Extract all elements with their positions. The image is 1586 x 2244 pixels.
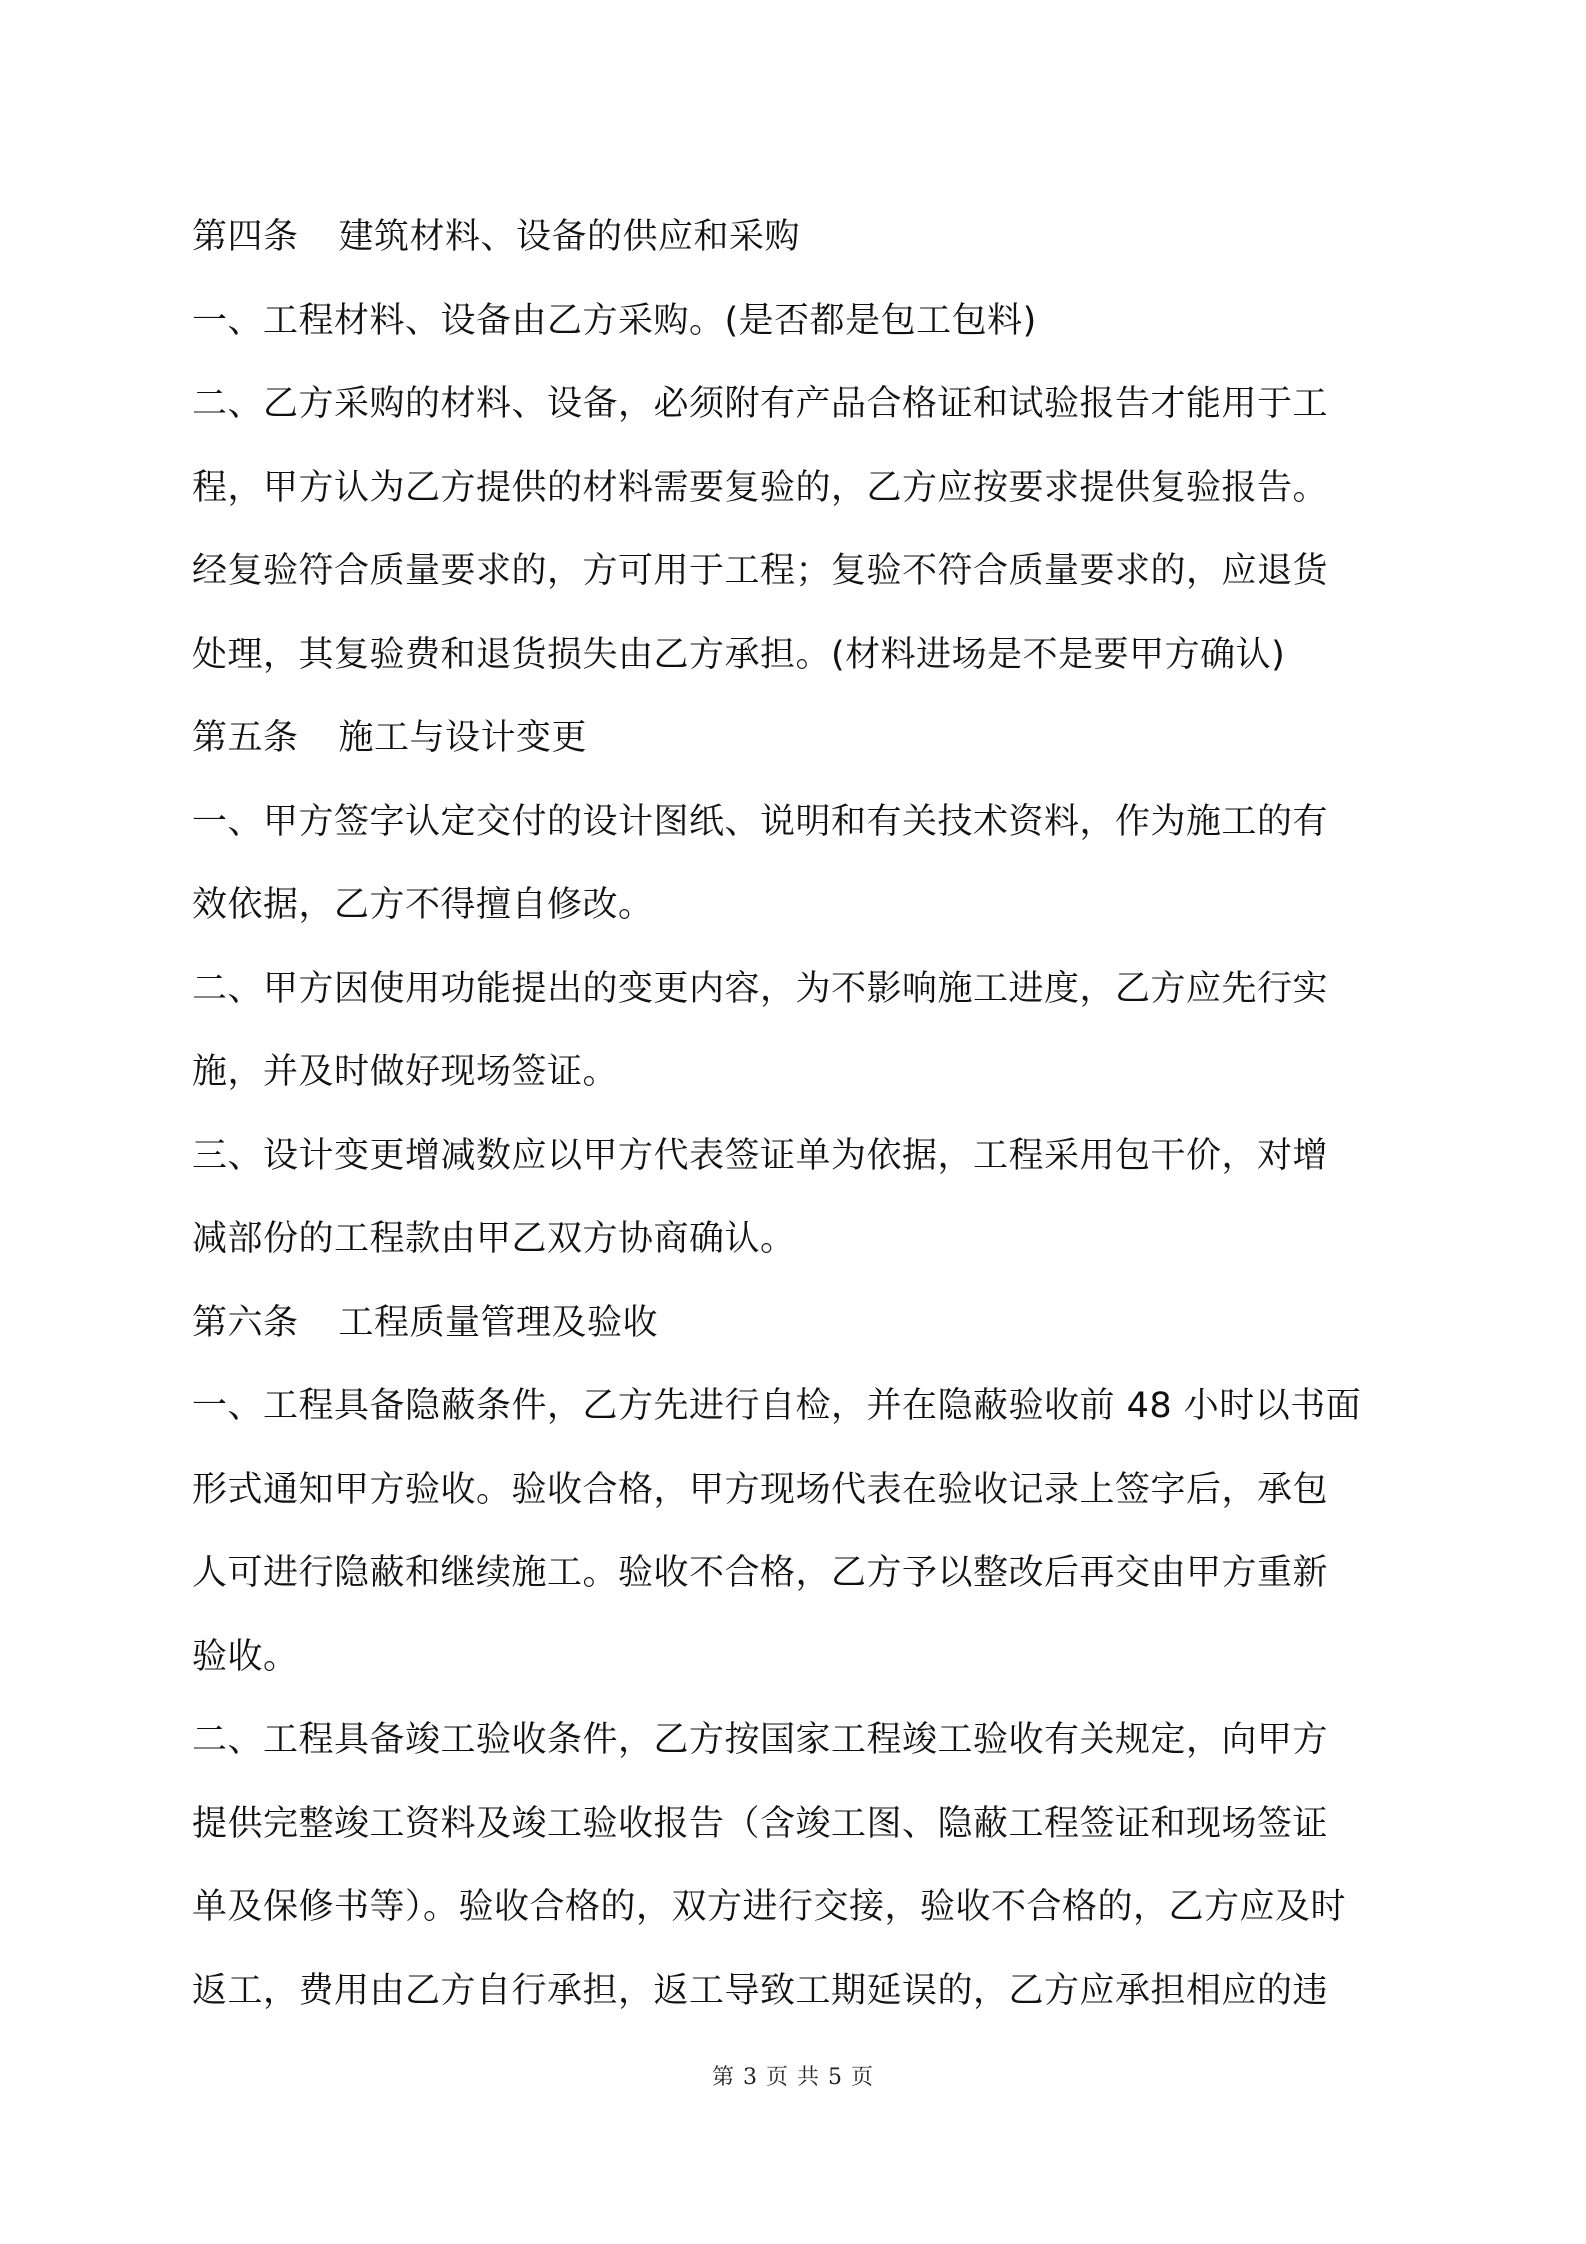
paragraph-line: 程，甲方认为乙方提供的材料需要复验的，乙方应按要求提供复验报告。 [192,467,1329,508]
paragraph-line: 一、工程材料、设备由乙方采购。(是否都是包工包料) [192,300,1037,341]
article-number: 第六条 [192,1302,299,1343]
page-label-suffix: 页 [851,2065,875,2090]
paragraph-line: 验收。 [192,1636,299,1677]
page-total: 5 [828,2065,843,2090]
paragraph-line: 一、甲方签字认定交付的设计图纸、说明和有关技术资料，作为施工的有 [192,801,1329,842]
paragraph-line: 减部份的工程款由甲乙双方协商确认。 [192,1219,796,1259]
paragraph-line: 一、工程具备隐蔽条件，乙方先进行自检，并在隐蔽验收前 48 小时以书面 [192,1386,1362,1426]
article-heading [192,1282,1412,1366]
article-heading [192,697,1412,781]
paragraph-line: 三、设计变更增减数应以甲方代表签证单为依据，工程采用包干价，对增 [192,1135,1329,1176]
paragraph-line: 效依据，乙方不得擅自修改。 [192,885,654,925]
article-heading [192,196,1412,280]
article-number: 第五条 [192,718,299,758]
paragraph-line: 提供完整竣工资料及竣工验收报告（含竣工图、隐蔽工程签证和现场签证 [192,1803,1329,1844]
paragraph-line: 返工，费用由乙方自行承担，返工导致工期延误的，乙方应承担相应的违 [192,1970,1329,2011]
paragraph-line: 形式通知甲方验收。验收合格，甲方现场代表在验收记录上签字后，承包 [192,1469,1329,1510]
document-body [192,196,1412,2033]
paragraph-line: 处理，其复验费和退货损失由乙方承担。(材料进场是不是要甲方确认) [192,634,1286,675]
page-current: 3 [743,2065,758,2090]
paragraph-line: 人可进行隐蔽和继续施工。验收不合格，乙方予以整改后再交由甲方重新 [192,1553,1329,1593]
article-title: 建筑材料、设备的供应和采购 [338,217,801,257]
page-footer [0,2060,1586,2091]
page-label-mid: 页 共 [766,2065,820,2090]
paragraph-line: 经复验符合质量要求的，方可用于工程；复验不符合质量要求的，应退货 [192,551,1329,591]
article-title: 工程质量管理及验收 [338,1302,659,1343]
paragraph-line: 二、工程具备竣工验收条件，乙方按国家工程竣工验收有关规定，向甲方 [192,1720,1329,1760]
article-title: 施工与设计变更 [338,718,588,758]
paragraph-line: 二、甲方因使用功能提出的变更内容，为不影响施工进度，乙方应先行实 [192,968,1329,1009]
paragraph-line: 二、乙方采购的材料、设备，必须附有产品合格证和试验报告才能用于工 [192,384,1329,424]
page-label-prefix: 第 [711,2065,735,2090]
paragraph-line: 单及保修书等）。验收合格的，双方进行交接，验收不合格的，乙方应及时 [192,1887,1347,1927]
paragraph-line: 施，并及时做好现场签证。 [192,1052,619,1092]
article-number: 第四条 [192,217,299,257]
